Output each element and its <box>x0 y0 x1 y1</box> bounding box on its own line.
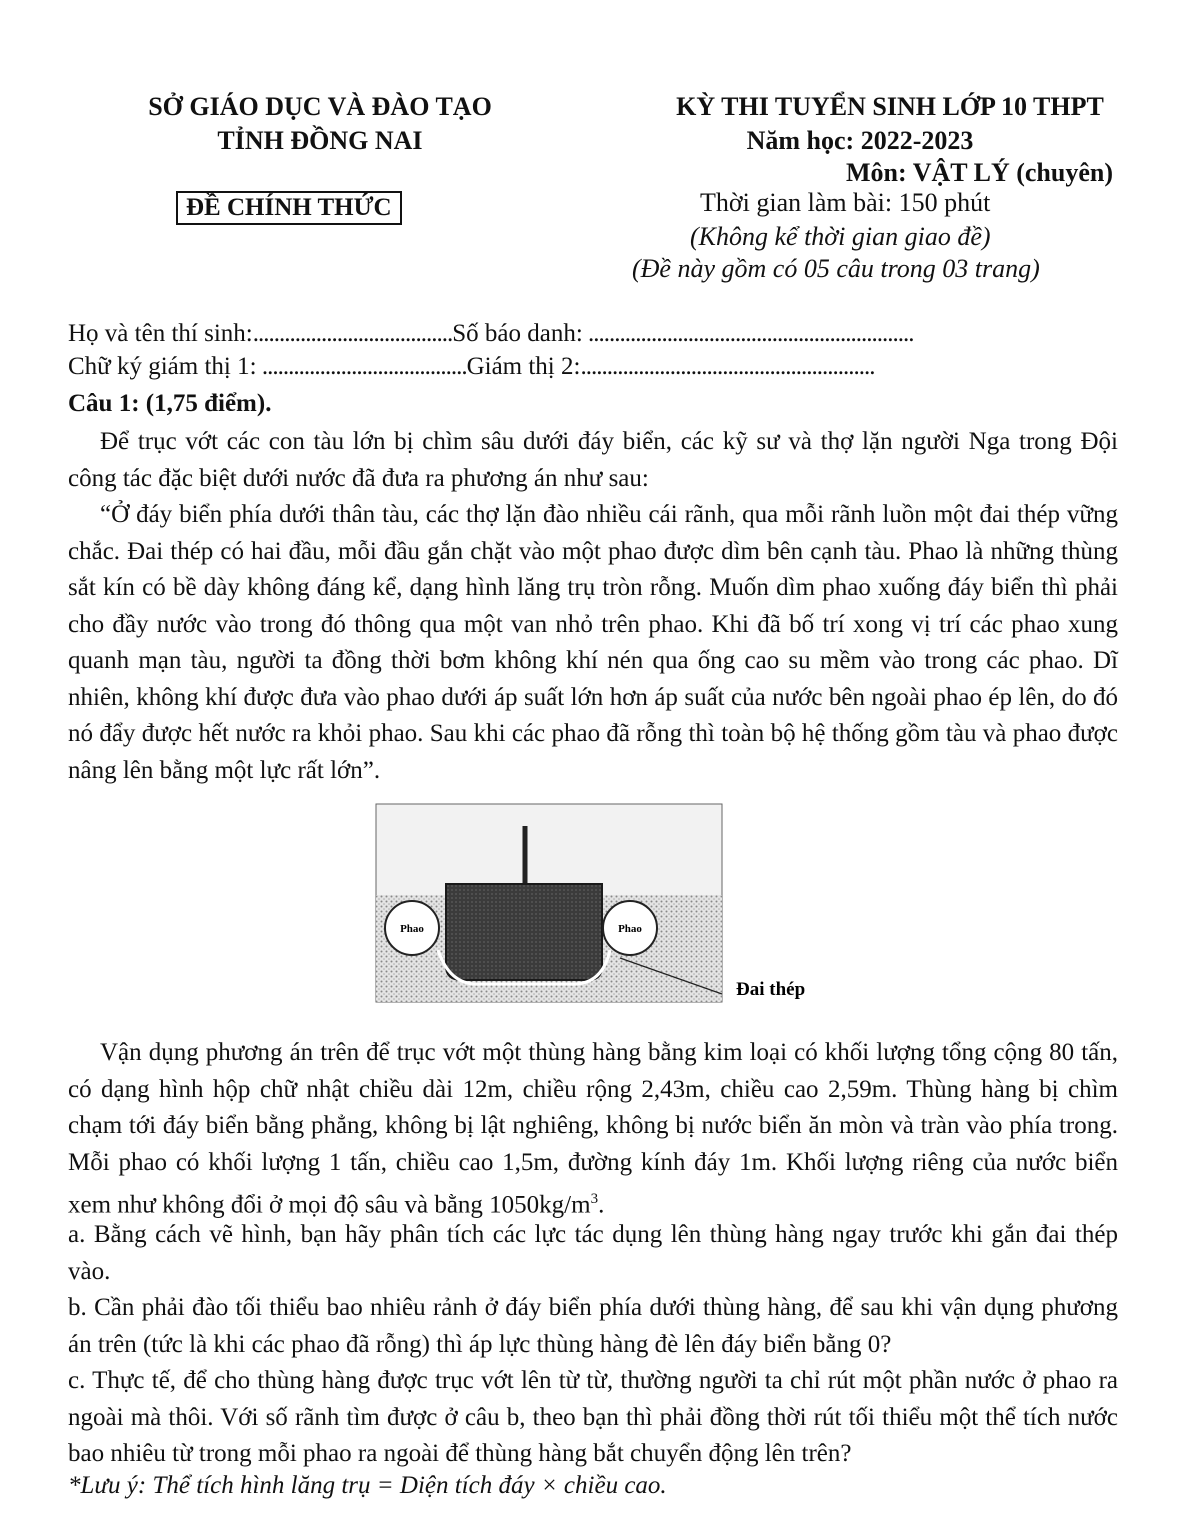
salvage-figure <box>370 800 830 1006</box>
volume-note: *Lưu ý: Thể tích hình lăng trụ = Diện tích đáy × chiều cao. <box>68 1472 667 1499</box>
application-text: Vận dụng phương án trên để trục vớt một thùng hàng bằng kim loại có khối lượng tổng cộng 80 tấn, có dạng hình hộp chữ nhật chiều dài 12m, chiều rộng 2,43m, chiều cao 2,59m. Thùng hàng bị chìm chạm tới đáy biển bằng phẳng, không bị lật nghiêng, không bị nước biển ăn mòn và tràn vào phía trong. Mỗi phao có khối lượng 1 tấn, chiều cao 1,5m, đường kính đáy 1m. Khối lượng riêng của nước biển xem như không đổi ở mọi độ sâu và bằng 1050kg/m <box>68 1039 1118 1219</box>
question-1-intro: Để trục vớt các con tàu lớn bị chìm sâu dưới đáy biển, các kỹ sư và thợ lặn người Nga trong Đội công tác đặc biệt dưới nước đã đưa ra phương án như sau: <box>68 428 1118 492</box>
density-exponent: 3 <box>590 1191 599 1207</box>
proctor1-blank: ....................................... <box>256 353 467 380</box>
salvage-diagram <box>370 800 830 1006</box>
province-name: TỈNH ĐỒNG NAI <box>217 126 423 155</box>
school-year: Năm học: 2022-2023 <box>746 126 974 155</box>
float-left-label: Phao <box>400 923 424 935</box>
proctor2-blank: ........................................................ <box>580 353 875 380</box>
department-name: SỞ GIÁO DỤC VÀ ĐÀO TẠO <box>148 92 492 121</box>
candidate-id-blank: .............................................................. <box>582 320 914 347</box>
question-1-quote: “Ở đáy biển phía dưới thân tàu, các thợ lặn đào nhiều cái rãnh, qua mỗi rãnh luồn một đai thép vững chắc. Đai thép có hai đầu, mỗi đầu gắn chặt vào một phao được dìm bên cạnh tàu. Phao là những thùng sắt kín có bề dày không đáng kể, dạng hình lăng trụ tròn rỗng. Muốn dìm phao xuống đáy biển thì phải cho đầy nước vào trong đó thông qua một van nhỏ trên phao. Khi đã bố trí xong vị trí các phao xung quanh mạn tàu, người ta đồng thời bơm không khí nén qua ống cao su mềm vào trong các phao. Dĩ nhiên, không khí được đưa vào phao dưới áp suất lớn hơn áp suất của nước bên ngoài phao ép lên, do đó nó đẩy được hết nước ra khỏi phao. Sau khi các phao đã rỗng thì toàn bộ hệ thống gồm tàu và phao được nâng lên bằng một lực rất lớn”. <box>68 501 1118 784</box>
float-right-label: Phao <box>618 923 642 935</box>
duration-note: (Không kể thời gian giao đề) <box>690 222 991 251</box>
subject: Môn: VẬT LÝ (chuyên) <box>846 158 1114 187</box>
exam-title: KỲ THI TUYỂN SINH LỚP 10 THPT <box>676 92 1104 121</box>
proctor2-label: Giám thị 2: <box>466 353 581 380</box>
candidate-name-blank: ...................................... <box>252 320 453 347</box>
part-b: b. Cần phải đào tối thiểu bao nhiêu rảnh ở đáy biển phía dưới thùng hàng, để sau khi vận dụng phương án trên (tức là khi các phao đã rỗng) thì áp lực thùng hàng đè lên đáy biển bằng 0? <box>68 1294 1118 1358</box>
application-end: . <box>598 1191 605 1219</box>
application-paragraph <box>68 1035 1118 1224</box>
signature-row <box>68 353 874 381</box>
part-a: a. Bằng cách vẽ hình, bạn hãy phân tích các lực tác dụng lên thùng hàng ngay trước khi gắn đai thép vào. <box>68 1221 1118 1285</box>
proctor1-label: Chữ ký giám thị 1: <box>68 353 257 380</box>
pages-note: (Đề này gồm có 05 câu trong 03 trang) <box>632 254 1040 283</box>
candidate-id-label: Số báo danh: <box>452 320 583 347</box>
candidate-name-row <box>68 320 914 348</box>
part-c: c. Thực tế, để cho thùng hàng được trục vớt lên từ từ, thường người ta chỉ rút một phần nước ở phao ra ngoài mà thôi. Với số rãnh tìm được ở câu b, theo bạn thì phải đồng thời rút tối thiểu một thể tích nước bao nhiêu từ trong mỗi phao ra ngoài để thùng hàng bắt chuyển động lên trên? <box>68 1367 1118 1467</box>
exam-duration: Thời gian làm bài: 150 phút <box>700 188 991 217</box>
official-exam-label: ĐỀ CHÍNH THỨC <box>176 191 402 225</box>
question-1-title: Câu 1: (1,75 điểm). <box>68 390 272 417</box>
candidate-name-label: Họ và tên thí sinh: <box>68 320 253 347</box>
belt-label: Đai thép <box>736 979 806 1000</box>
ship-hull <box>446 884 602 980</box>
